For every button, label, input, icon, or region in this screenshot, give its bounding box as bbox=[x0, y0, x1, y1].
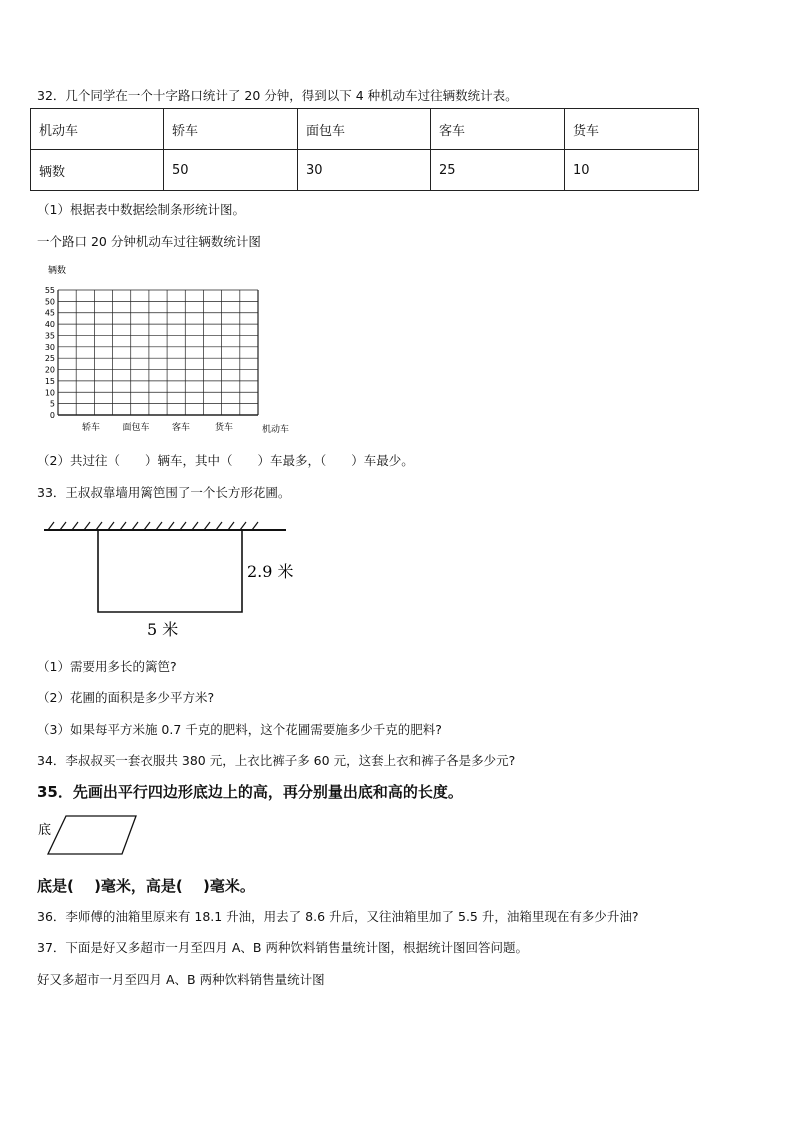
table-row bbox=[31, 150, 699, 191]
table-cell: 轿车 bbox=[164, 109, 298, 150]
table-cell: 辆数 bbox=[31, 150, 164, 191]
width-label: 5 米 bbox=[147, 620, 179, 639]
q33-text: 33．王叔叔靠墙用篱笆围了一个长方形花圃。 bbox=[37, 485, 291, 500]
y-tick-label: 55 bbox=[44, 286, 55, 295]
q32-sub2: （2）共过往（ ）辆车，其中（ ）车最多，（ ）车最少。 bbox=[37, 453, 414, 468]
garden-rectangle bbox=[98, 530, 242, 612]
x-category-label: 轿车 bbox=[81, 423, 101, 433]
y-tick-label: 5 bbox=[49, 399, 55, 409]
q37-text: 37．下面是好又多超市一月至四月 A、B 两种饮料销售量统计图，根据统计图回答问题。 bbox=[37, 940, 528, 955]
y-tick-label: 25 bbox=[44, 354, 55, 364]
y-tick-label: 40 bbox=[44, 320, 55, 330]
table-cell: 10 bbox=[565, 150, 699, 191]
q34-text: 34．李叔叔买一套衣服共 380 元，上衣比裤子多 60 元，这套上衣和裤子各是多少元? bbox=[37, 753, 516, 768]
y-tick-label: 30 bbox=[44, 342, 55, 352]
table-cell: 30 bbox=[298, 150, 431, 191]
x-category-label: 货车 bbox=[214, 423, 234, 433]
y-tick-label: 45 bbox=[44, 308, 55, 318]
q32-text: 32．几个同学在一个十字路口统计了 20 分钟，得到以下 4 种机动车过往辆数统计表。 bbox=[37, 88, 518, 103]
wall-hatch bbox=[48, 522, 258, 530]
y-tick-label: 35 bbox=[44, 331, 55, 341]
y-axis-label: 辆数 bbox=[48, 266, 67, 276]
x-category-label: 客车 bbox=[171, 423, 191, 433]
garden-figure bbox=[40, 515, 300, 645]
bar-chart-svg bbox=[36, 262, 298, 437]
table-row bbox=[31, 109, 699, 150]
x-category-label: 面包车 bbox=[122, 423, 150, 433]
q32-chart-title: 一个路口 20 分钟机动车过往辆数统计图 bbox=[37, 234, 261, 249]
y-tick-label: 0 bbox=[49, 411, 55, 420]
q32-sub1: （1）根据表中数据绘制条形统计图。 bbox=[37, 202, 245, 217]
table-cell: 客车 bbox=[431, 109, 565, 150]
q33-sub2: （2）花圃的面积是多少平方米? bbox=[37, 690, 215, 705]
q33-sub3: （3）如果每平方米施 0.7 千克的肥料，这个花圃需要施多少千克的肥料? bbox=[37, 722, 442, 737]
base-label: 底 bbox=[38, 823, 52, 838]
table-cell: 50 bbox=[164, 150, 298, 191]
x-axis-label: 机动车 bbox=[262, 425, 290, 435]
y-tick-label: 20 bbox=[44, 365, 55, 375]
garden-svg bbox=[40, 515, 300, 645]
table-cell: 机动车 bbox=[31, 109, 164, 150]
y-tick-label: 50 bbox=[44, 297, 55, 307]
table-cell: 25 bbox=[431, 150, 565, 191]
y-tick-label: 10 bbox=[44, 388, 55, 398]
parallelogram-svg bbox=[36, 812, 146, 860]
bar-chart-grid bbox=[36, 262, 298, 437]
q36-text: 36．李师傅的油箱里原来有 18.1 升油，用去了 8.6 升后，又往油箱里加了 5.5 升，油箱里现在有多少升油? bbox=[37, 909, 639, 924]
q33-sub1: （1）需要用多长的篱笆? bbox=[37, 659, 177, 674]
table-cell: 面包车 bbox=[298, 109, 431, 150]
table-cell: 货车 bbox=[565, 109, 699, 150]
q35-answer: 底是( )毫米，高是( )毫米。 bbox=[37, 877, 255, 895]
q37-chart-title: 好又多超市一月至四月 A、B 两种饮料销售量统计图 bbox=[37, 972, 325, 987]
parallelogram-shape bbox=[48, 816, 136, 854]
y-tick-label: 15 bbox=[44, 376, 55, 386]
parallelogram-figure bbox=[36, 812, 146, 860]
vehicle-table bbox=[30, 108, 699, 191]
height-label: 2.9 米 bbox=[247, 562, 294, 581]
q35-text: 35．先画出平行四边形底边上的高，再分别量出底和高的长度。 bbox=[37, 783, 463, 801]
